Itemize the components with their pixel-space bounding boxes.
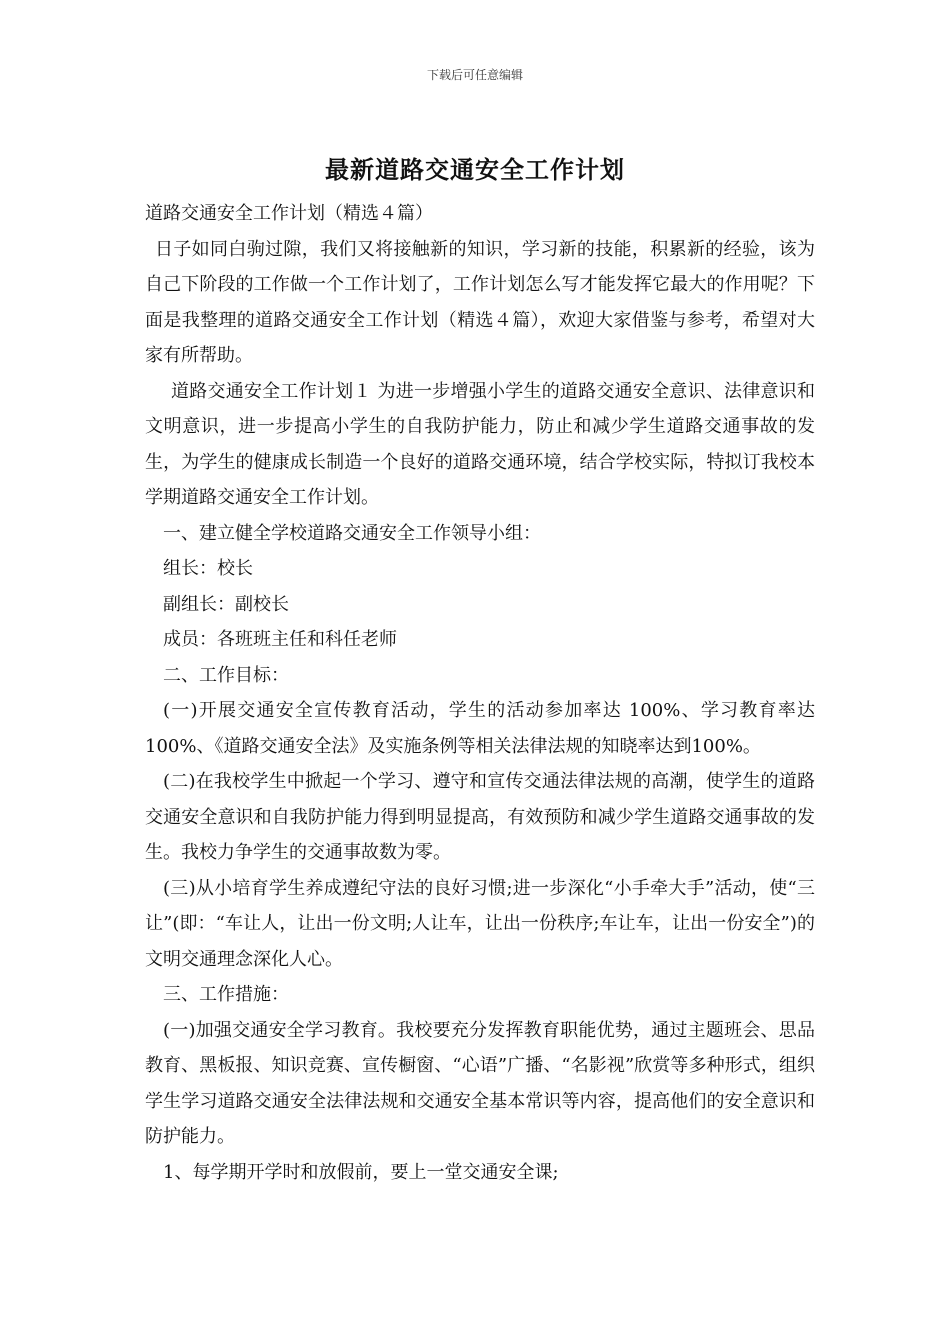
list-item-leader: 组长：校长 — [163, 558, 253, 579]
paragraph-goal-1: (一)开展交通安全宣传教育活动，学生的活动参加率达 100%、学习教育率达 100%、《道路交通安全法》及实施条例等相关法律法规的知晓率达到100%。 — [145, 700, 815, 757]
list-item-members: 成员：各班班主任和科任老师 — [163, 629, 397, 650]
paragraph-goal-2: (二)在我校学生中掀起一个学习、遵守和宣传交通法律法规的高潮，使学生的道路交通安全意识和自我防护能力得到明显提高，有效预防和减少学生道路交通事故的发生。我校力争学生的交通事故数为零。 — [145, 771, 815, 863]
paragraph-plan-1: 道路交通安全工作计划１ 为进一步增强小学生的道路交通安全意识、法律意识和文明意识，进一步提高小学生的自我防护能力，防止和减少学生道路交通事故的发生，为学生的健康成长制造一个良好的道路交通环境，结合学校实际，特拟订我校本学期道路交通安全工作计划。 — [145, 380, 815, 508]
page-header-note: 下载后可任意编辑 — [426, 68, 523, 82]
paragraph-intro: 日子如同白驹过隙，我们又将接触新的知识，学习新的技能，积累新的经验，该为自己下阶段的工作做一个工作计划了，工作计划怎么写才能发挥它最大的作用呢？下面是我整理的道路交通安全工作计划（精选４篇），欢迎大家借鉴与参考，希望对大家有所帮助。 — [145, 238, 815, 366]
document-body — [145, 196, 815, 1190]
paragraph-goal-3: (三)从小培育学生养成遵纪守法的良好习惯;进一步深化“小手牵大手”活动，使“三让”(即：“车让人，让出一份文明;人让车，让出一份秩序;车让车，让出一份安全”)的文明交通理念深化人心。 — [145, 877, 815, 970]
list-item-deputy: 副组长：副校长 — [163, 593, 289, 615]
document-title: 最新道路交通安全工作计划 — [325, 155, 625, 184]
section-heading-2: 二、工作目标： — [163, 664, 289, 686]
section-heading-3: 三、工作措施： — [163, 984, 289, 1005]
paragraph-measure-1: (一)加强交通安全学习教育。我校要充分发挥教育职能优势，通过主题班会、思品教育、黑板报、知识竞赛、宣传橱窗、“心语”广播、“名影视”欣赏等多种形式，组织学生学习道路交通安全法律法规和交通安全基本常识等内容，提高他们的安全意识和防护能力。 — [145, 1019, 815, 1147]
section-heading-1: 一、建立健全学校道路交通安全工作领导小组： — [163, 522, 541, 544]
list-item-measure-1-1: 1、每学期开学时和放假前，要上一堂交通安全课; — [163, 1161, 559, 1183]
document-subtitle: 道路交通安全工作计划（精选４篇） — [145, 203, 433, 224]
